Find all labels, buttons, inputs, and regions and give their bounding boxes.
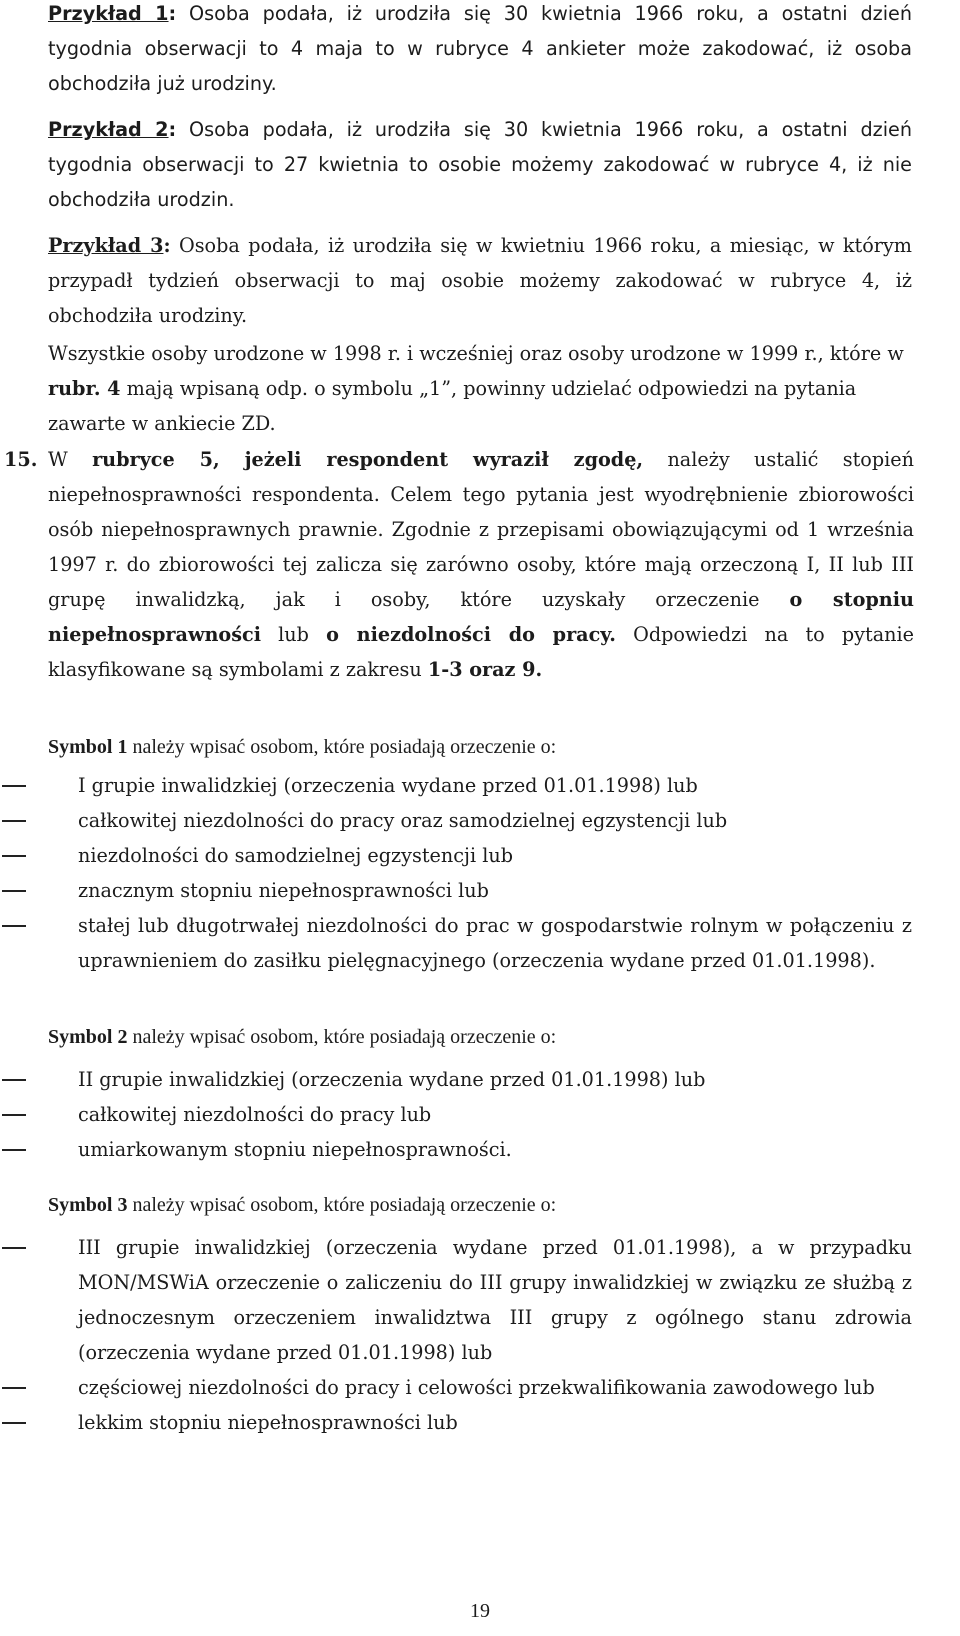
symbol-1-list bbox=[48, 768, 912, 978]
section-15-bold-3: o niezdolności do pracy. bbox=[326, 623, 616, 646]
note-bold-rubric: rubr. 4 bbox=[48, 377, 121, 400]
section-15-text-1: W bbox=[48, 448, 93, 471]
section-15-text-2: należy ustalić stopień niepełnosprawności respondenta. Celem tego pytania jest wyodrębnienie zbiorowości osób niepełnosprawnych prawnie. Zgodnie z przepisami obowiązującymi od 1 września 1997 r. do zbiorowości tej zalicza się zarówno osoby, które mają orzeczoną I, II lub III grupę inwalidzką, jak i osoby, które uzyskały orzeczenie bbox=[48, 448, 914, 611]
example-2-label: Przykład 2 bbox=[48, 118, 169, 141]
list-item: lekkim stopniu niepełnosprawności lub bbox=[48, 1405, 912, 1440]
example-3-separator: : bbox=[163, 234, 171, 257]
example-3-text: Osoba podała, iż urodziła się w kwietniu 1966 roku, a miesiąc, w którym przypadł tydzień obserwacji to maj osobie możemy zakodować w rubryce 4, iż obchodziła urodziny. bbox=[48, 234, 912, 327]
list-item: stałej lub długotrwałej niezdolności do prac w gospodarstwie rolnym w połączeniu z uprawnieniem do zasiłku pielęgnacyjnego (orzeczenia wydane przed 01.01.1998). bbox=[48, 908, 912, 978]
section-15-bold-4: 1-3 oraz 9. bbox=[427, 658, 543, 681]
section-15-text-3: lub bbox=[261, 623, 327, 646]
list-item: znacznym stopniu niepełnosprawności lub bbox=[48, 873, 912, 908]
section-15-bold-2: o stopniu niepełnosprawności bbox=[48, 588, 914, 646]
symbol-3-intro: należy wpisać osobom, które posiadają orzeczenie o: bbox=[127, 1194, 557, 1216]
dash-bullet-icon bbox=[2, 820, 26, 822]
example-2-separator: : bbox=[168, 118, 177, 141]
section-15-text-4: Odpowiedzi na to pytanie klasyfikowane są symbolami z zakresu bbox=[48, 623, 914, 681]
dash-bullet-icon bbox=[2, 1114, 26, 1116]
page-number: 19 bbox=[470, 1600, 490, 1622]
note-paragraph bbox=[48, 336, 912, 441]
list-item: całkowitej niezdolności do pracy lub bbox=[48, 1097, 912, 1132]
symbol-2-intro: należy wpisać osobom, które posiadają orzeczenie o: bbox=[127, 1026, 557, 1048]
dash-bullet-icon bbox=[2, 1247, 26, 1249]
example-2-text: Osoba podała, iż urodziła się 30 kwietnia 1966 roku, a ostatni dzień tygodnia obserwacji to 27 kwietnia to osobie możemy zakodować w rubryce 4, iż nie obchodziła urodzin. bbox=[48, 118, 912, 211]
dash-bullet-icon bbox=[2, 1079, 26, 1081]
list-item: umiarkowanym stopniu niepełnosprawności. bbox=[48, 1132, 912, 1167]
dash-bullet-icon bbox=[2, 890, 26, 892]
list-item: I grupie inwalidzkiej (orzeczenia wydane przed 01.01.1998) lub bbox=[48, 768, 912, 803]
list-item: niezdolności do samodzielnej egzystencji lub bbox=[48, 838, 912, 873]
symbol-1-heading bbox=[48, 730, 912, 765]
symbol-3-list bbox=[48, 1230, 912, 1440]
dash-bullet-icon bbox=[2, 1422, 26, 1424]
list-item: całkowitej niezdolności do pracy oraz samodzielnej egzystencji lub bbox=[48, 803, 912, 838]
dash-bullet-icon bbox=[2, 925, 26, 927]
dash-bullet-icon bbox=[2, 785, 26, 787]
example-1-label: Przykład 1 bbox=[48, 2, 169, 25]
dash-bullet-icon bbox=[2, 855, 26, 857]
note-text-2: mają wpisaną odp. o symbolu „1”, powinny udzielać odpowiedzi na pytania zawarte w ankiecie ZD. bbox=[48, 377, 857, 435]
symbol-2-label: Symbol 2 bbox=[48, 1026, 128, 1048]
dash-bullet-icon bbox=[2, 1149, 26, 1151]
section-15-bold-1: rubryce 5, jeżeli respondent wyraził zgodę, bbox=[92, 448, 644, 471]
symbol-1-intro: należy wpisać osobom, które posiadają orzeczenie o: bbox=[127, 736, 557, 758]
example-1-text: Osoba podała, iż urodziła się 30 kwietnia 1966 roku, a ostatni dzień tygodnia obserwacji to 4 maja to w rubryce 4 ankieter może zakodować, iż osoba obchodziła już urodziny. bbox=[48, 2, 912, 95]
example-3-paragraph bbox=[48, 228, 912, 333]
list-item: częściowej niezdolności do pracy i celowości przekwalifikowania zawodowego lub bbox=[48, 1370, 912, 1405]
symbol-2-list bbox=[48, 1062, 912, 1167]
example-3-label: Przykład 3 bbox=[48, 234, 164, 257]
dash-bullet-icon bbox=[2, 1387, 26, 1389]
list-item: III grupie inwalidzkiej (orzeczenia wydane przed 01.01.1998), a w przypadku MON/MSWiA orzeczenie o zaliczeniu do III grupy inwalidzkiej w związku ze służbą z jednoczesnym orzeczeniem inwalidztwa III grupy z ogólnego stanu zdrowia (orzeczenia wydane przed 01.01.1998) lub bbox=[48, 1230, 912, 1370]
example-1-separator: : bbox=[168, 2, 177, 25]
symbol-1-label: Symbol 1 bbox=[48, 736, 128, 758]
section-15-number: 15. bbox=[4, 448, 38, 471]
example-2-paragraph bbox=[48, 112, 912, 217]
example-1-paragraph bbox=[48, 0, 912, 101]
section-15-paragraph bbox=[48, 442, 914, 687]
list-item: II grupie inwalidzkiej (orzeczenia wydane przed 01.01.1998) lub bbox=[48, 1062, 912, 1097]
symbol-3-label: Symbol 3 bbox=[48, 1194, 128, 1216]
symbol-2-heading bbox=[48, 1020, 912, 1055]
note-text-1: Wszystkie osoby urodzone w 1998 r. i wcześniej oraz osoby urodzone w 1999 r., które w bbox=[48, 342, 904, 365]
symbol-3-heading bbox=[48, 1188, 912, 1223]
